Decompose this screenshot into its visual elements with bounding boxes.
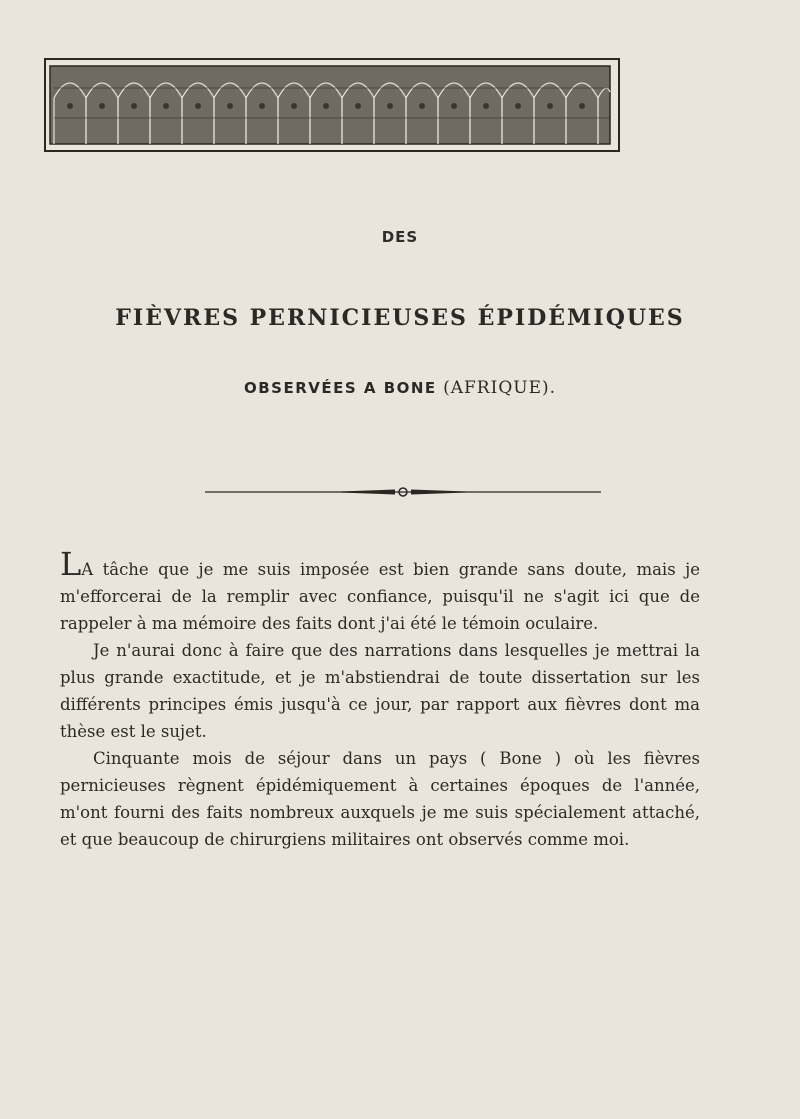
gothic-arcade-ornament-icon	[44, 58, 620, 152]
initial-letter: L	[60, 545, 82, 583]
pre-title: DES	[381, 228, 419, 246]
paragraph	[60, 545, 700, 637]
paragraph: Je n'aurai donc à faire que des narrations dans lesquelles je mettrai la plus grande exactitude, et je m'abstiendrai de toute dissertation sur les différents principes émis jusqu'à ce jour, par rapport aux fièvres dont ma thèse est le sujet.	[60, 641, 700, 741]
ornamental-rule-icon	[205, 485, 601, 499]
subtitle	[0, 378, 800, 398]
body-text	[60, 545, 700, 853]
page-title: FIÈVRES PERNICIEUSES ÉPIDÉMIQUES	[115, 305, 685, 331]
paragraph-text: A tâche que je me suis imposée est bien grande sans doute, mais je m'efforcerai de la remplir avec confiance, puisqu'il ne s'agit ici que de rappeler à ma mémoire des faits dont j'ai été le témoin oculaire.	[60, 560, 700, 633]
subtitle-paren: (AFRIQUE).	[443, 378, 557, 398]
subtitle-lead: OBSERVÉES A BONE	[243, 379, 437, 397]
paragraph: Cinquante mois de séjour dans un pays ( Bone ) où les fièvres pernicieuses règnent épidémiquement à certaines époques de l'année, m'ont fourni des faits nombreux auxquels je me suis spécialement attaché, et que beaucoup de chirurgiens militaires ont observés comme moi.	[60, 749, 700, 849]
